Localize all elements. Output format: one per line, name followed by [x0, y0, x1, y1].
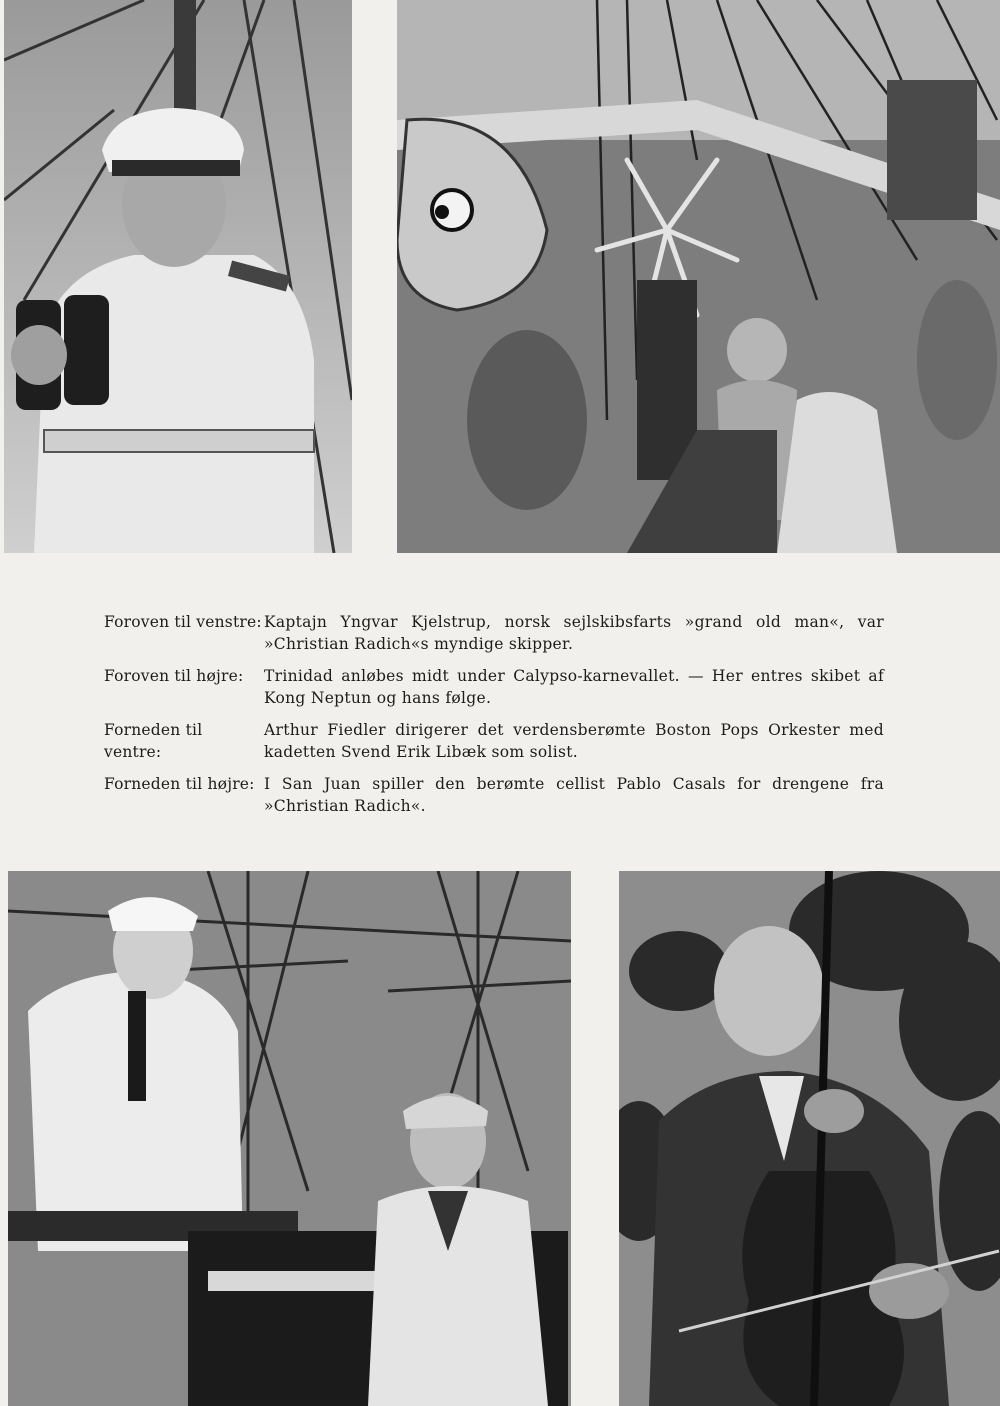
photo-carnival-neptune: [397, 0, 1000, 553]
caption-text: Trinidad anløbes midt under Calypso-karnevallet. — Her entres skibet af Kong Neptun og hans følge.: [264, 667, 884, 707]
caption-label: Forneden til ventre:: [104, 721, 203, 761]
caption-text: Arthur Fiedler dirigerer det verdensberømte Boston Pops Orkester med kadetten Svend Erik Libæk som solist.: [264, 721, 884, 761]
caption-bottom-left: [104, 719, 884, 763]
caption-label: Forneden til højre:: [104, 775, 255, 793]
caption-label: Foroven til venstre:: [104, 613, 262, 631]
caption-text: Kaptajn Yngvar Kjelstrup, norsk sejlskibsfarts »grand old man«, var »Christian Radich«s myndige skipper.: [264, 613, 884, 653]
caption-top-right: [104, 665, 884, 709]
photo-cellist: [619, 871, 1000, 1406]
photo-captain-with-binoculars: [4, 0, 352, 553]
caption-top-left: [104, 611, 884, 655]
photo-conductor-and-cadet: [8, 871, 571, 1406]
captions-list: [104, 611, 884, 827]
caption-bottom-right: [104, 773, 884, 817]
caption-label: Foroven til højre:: [104, 667, 244, 685]
caption-text: I San Juan spiller den berømte cellist Pablo Casals for drengene fra »Christian Radich«.: [264, 775, 884, 815]
